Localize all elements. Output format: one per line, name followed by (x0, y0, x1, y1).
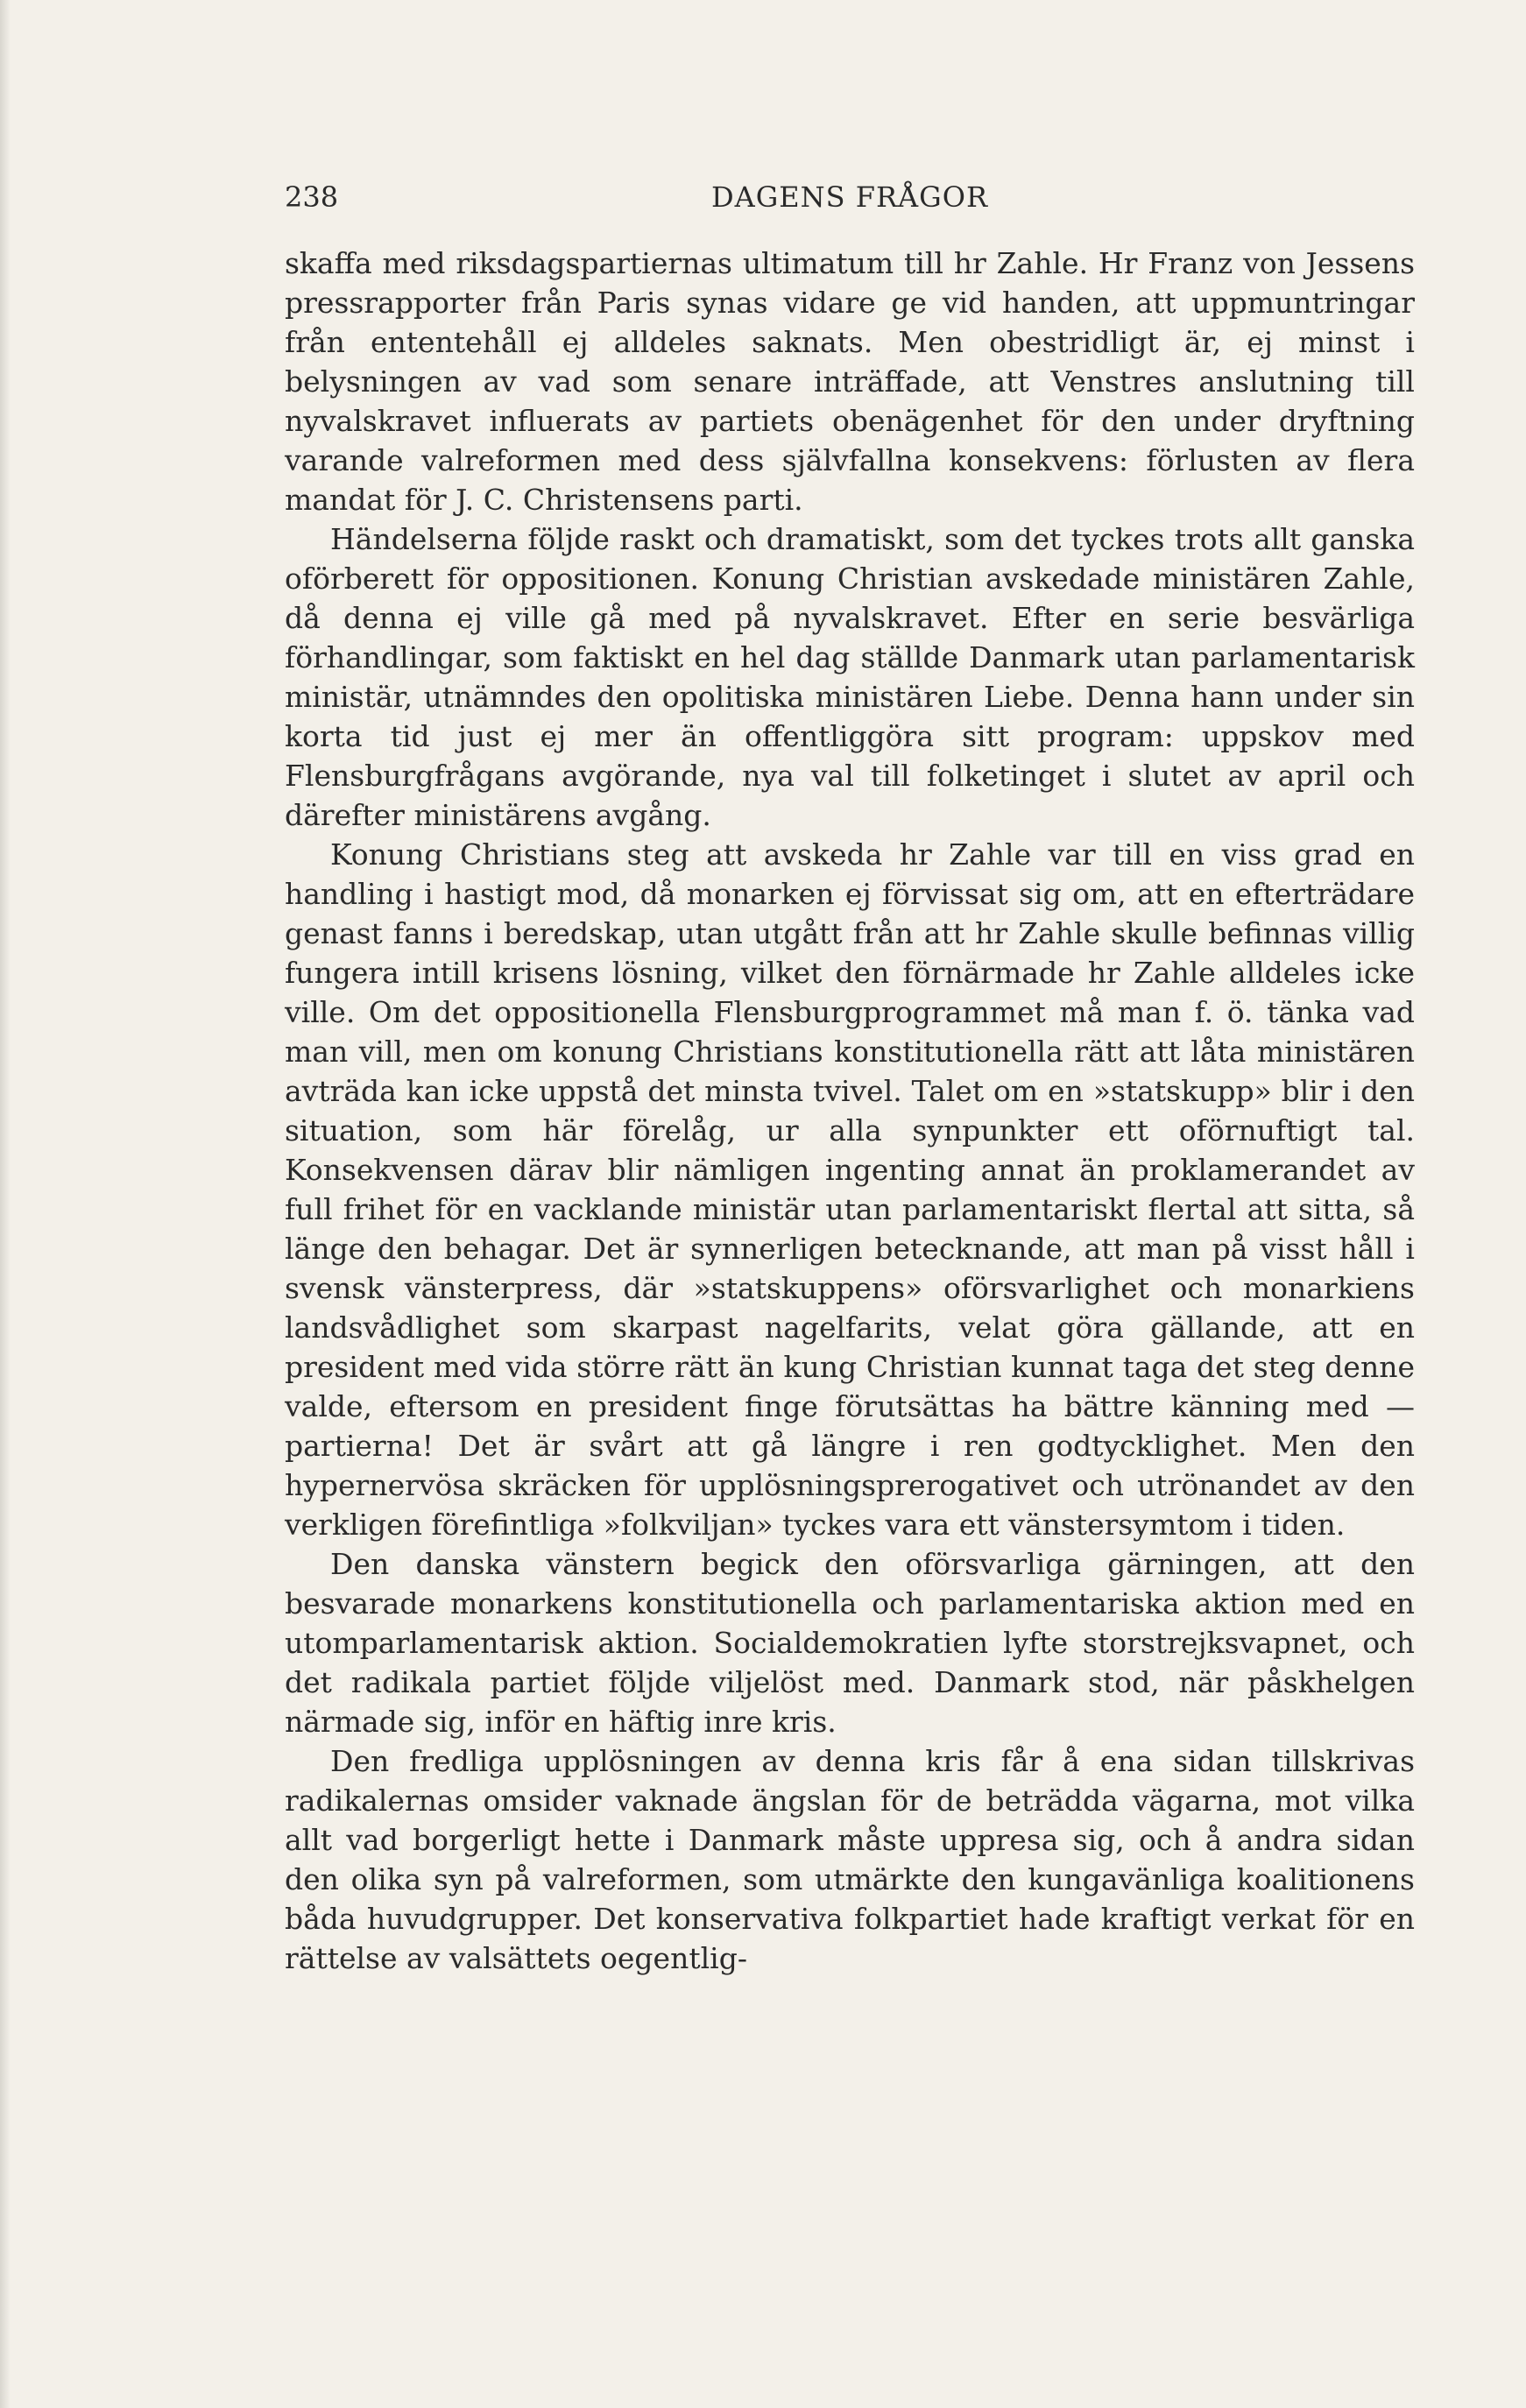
paragraph: skaffa med riksdagspartiernas ultimatum till hr Zahle. Hr Franz von Jessens pressrapporter från Paris synas vidare ge vid handen, att uppmuntringar från ententehåll ej alldeles saknats. Men obestridligt är, ej minst i belysningen av vad som senare inträffade, att Venstres anslutning till nyvalskravet influerats av partiets obenägenhet för den under dryftning varande valreformen med dess självfallna konsekvens: förlusten av flera mandat för J. C. Christensens parti. (285, 246, 1415, 517)
paragraph: Den danska vänstern begick den oförsvarliga gärningen, att den besvarade monarkens konstitutionella och parlamentariska aktion med en utomparlamentarisk aktion. Socialdemokratien lyfte storstrejksvapnet, och det radikala partiet följde viljelöst med. Danmark stod, när påskhelgen närmade sig, inför en häftig inre kris. (285, 1547, 1415, 1739)
body-text (285, 244, 1415, 1978)
paragraph: Den fredliga upplösningen av denna kris får å ena sidan tillskrivas radikalernas omsider vaknade ängslan för de beträdda vägarna, mot vilka allt vad borgerligt hette i Danmark måste uppresa sig, och å andra sidan den olika syn på valreformen, som utmärkte den kungavänliga koalitionens båda huvudgrupper. Det konservativa folkpartiet hade kraftigt verkat för en rättelse av valsättets oegentlig- (285, 1744, 1415, 1975)
paragraph: Konung Christians steg att avskeda hr Zahle var till en viss grad en handling i hastigt mod, då monarken ej förvissat sig om, att en efterträdare genast fanns i beredskap, utan utgått från att hr Zahle skulle befinnas villig fungera intill krisens lösning, vilket den förnärmade hr Zahle alldeles icke ville. Om det oppositionella Flensburgprogrammet må man f. ö. tänka vad man vill, men om konung Christians konstitutionella rätt att låta ministären avträda kan icke uppstå det minsta tvivel. Talet om en »statskupp» blir i den situation, som här förelåg, ur alla synpunkter ett oförnuftigt tal. Konsekvensen därav blir nämligen ingenting annat än proklamerandet av full frihet för en vacklande ministär utan parlamentariskt flertal att sitta, så länge den behagar. Det är synnerligen betecknande, att man på visst håll i svensk vänsterpress, där »statskuppens» oförsvarlighet och monarkiens landsvådlighet som skarpast nagelfarits, velat göra gällande, att en president med vida större rätt än kung Christian kunnat taga det steg denne valde, eftersom en president finge förutsättas ha bättre känning med — partierna! Det är svårt att gå längre i ren godtycklighet. Men den hypernervösa skräcken för upplösningsprerogativet och utrönandet av den verkligen förefintliga »folkviljan» tyckes vara ett vänstersymtom i tiden. (285, 837, 1415, 1542)
running-head: DAGENS FRÅGOR (710, 180, 989, 214)
page-header (285, 180, 1415, 224)
page-edge-shadow (0, 0, 11, 2408)
paragraph: Händelserna följde raskt och dramatiskt, som det tyckes trots allt ganska oförberett för oppositionen. Konung Christian avskedade ministären Zahle, då denna ej ville gå med på nyvalskravet. Efter en serie besvärliga förhandlingar, som faktiskt en hel dag ställde Danmark utan parlamentarisk ministär, utnämndes den opolitiska ministären Liebe. Denna hann under sin korta tid just ej mer än offentliggöra sitt program: uppskov med Flensburgfrågans avgörande, nya val till folketinget i slutet av april och därefter ministärens avgång. (285, 522, 1415, 832)
page-number: 238 (285, 180, 339, 214)
